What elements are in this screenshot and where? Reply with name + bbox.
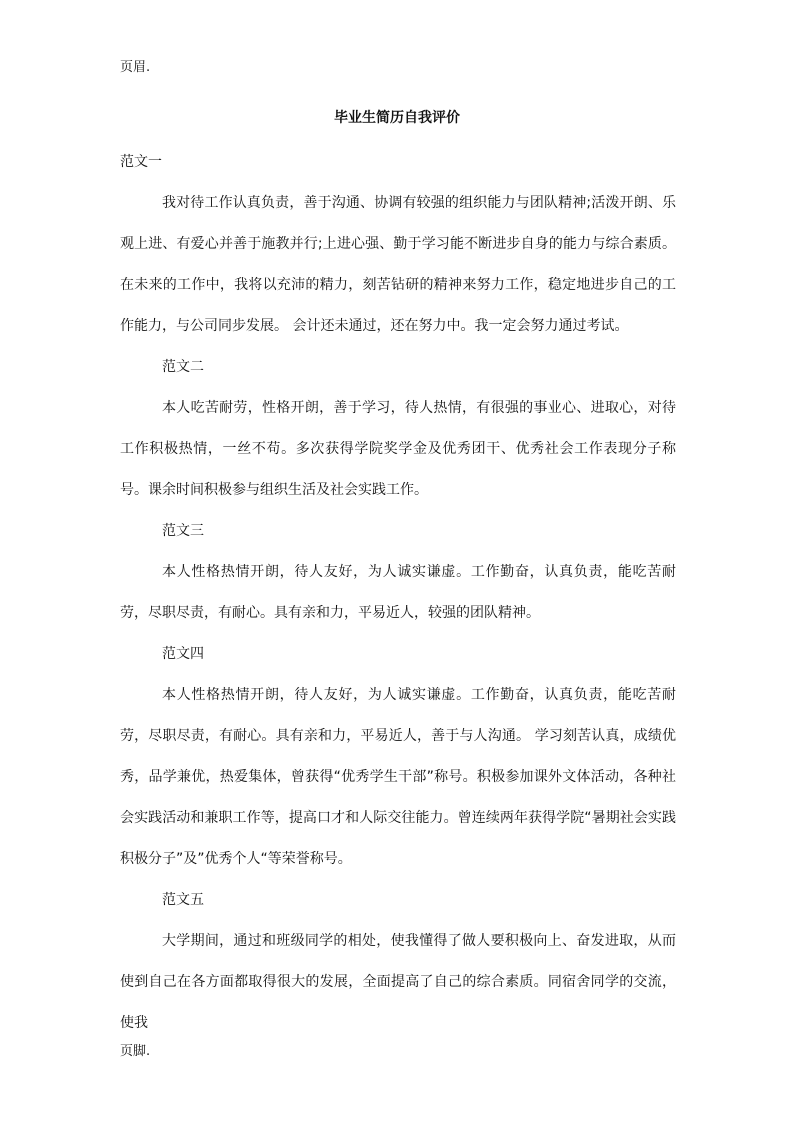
- section-paragraph-2: 本人吃苦耐劳，性格开朗，善于学习，待人热情，有很强的事业心、进取心，对待工作积极热情，一丝不苟。多次获得学院奖学金及优秀团干、优秀社会工作表现分子称号。课余时间积极参与组织生活及社会实践工作。: [120, 400, 676, 498]
- document-body: [120, 142, 676, 1044]
- page-footer: 页脚.: [120, 1044, 151, 1059]
- document-title: 毕业生简历自我评价: [334, 110, 460, 126]
- section-label-1: 范文一: [120, 154, 162, 170]
- section-label-3: 范文三: [162, 523, 204, 539]
- section-paragraph-1: 我对待工作认真负责，善于沟通、协调有较强的组织能力与团队精神;活泼开朗、乐观上进、有爱心并善于施教并行;上进心强、勤于学习能不断进步自身的能力与综合素质。在未来的工作中，我将以充沛的精力，刻苦钻研的精神来努力工作，稳定地进步自己的工作能力，与公司同步发展。 会计还未通过，还在努力中。我一定会努力通过考试。: [120, 195, 676, 334]
- section-label-2: 范文二: [162, 359, 204, 375]
- section-paragraph-3: 本人性格热情开朗，待人友好，为人诚实谦虚。工作勤奋，认真负责，能吃苦耐劳，尽职尽责，有耐心。具有亲和力，平易近人，较强的团队精神。: [120, 564, 676, 621]
- section-label-5: 范文五: [162, 892, 204, 908]
- page-header: 页眉.: [120, 60, 151, 75]
- section-paragraph-5: 大学期间，通过和班级同学的相处，使我懂得了做人要积极向上、奋发进取，从而使到自己在各方面都取得很大的发展，全面提高了自己的综合素质。同宿舍同学的交流，使我: [120, 933, 676, 1031]
- section-paragraph-4: 本人性格热情开朗，待人友好，为人诚实谦虚。工作勤奋，认真负责，能吃苦耐劳，尽职尽责，有耐心。具有亲和力，平易近人，善于与人沟通。 学习刻苦认真，成绩优秀，品学兼优，热爱集体，曾获得“优秀学生干部”称号。积极参加课外文体活动，各种社会实践活动和兼职工作等，提高口才和人际交往能力。曾连续两年获得学院“暑期社会实践积极分子”及”优秀个人“等荣誉称号。: [120, 687, 676, 867]
- section-label-4: 范文四: [162, 646, 204, 662]
